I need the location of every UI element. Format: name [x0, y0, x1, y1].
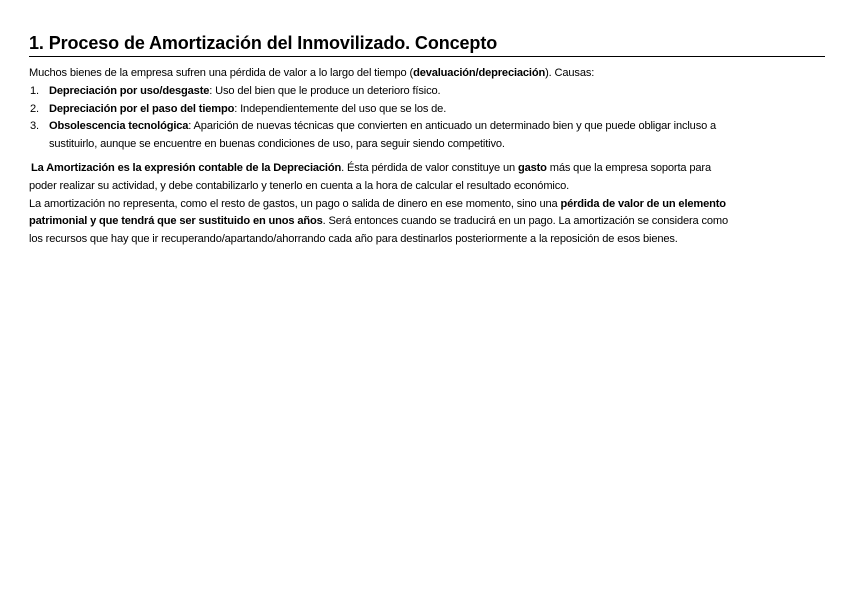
- list-item-term: Obsolescencia tecnológica: [49, 120, 189, 133]
- paragraph-2-line-1: [29, 196, 825, 214]
- intro-line: [29, 65, 825, 83]
- document-body: [29, 65, 825, 249]
- intro-term-depreciacion: depreciación: [478, 67, 546, 79]
- paragraph-2-bold-cont: patrimonial y que tendrá que ser sustituido en unos años: [29, 215, 323, 228]
- paragraph-2-line-2: [29, 213, 825, 231]
- paragraph-1-line-2: poder realizar su actividad, y debe contabilizarlo y tenerlo en cuenta a la hora de calcular el resultado económico.: [29, 179, 570, 192]
- list-item-continuation: sustituirlo, aunque se encuentre en buenas condiciones de uso, para seguir siendo competitivo.: [49, 138, 505, 151]
- list-item-number: 2.: [30, 102, 39, 115]
- intro-text: Muchos bienes de la empresa sufren una pérdida de valor a lo largo del tiempo (: [29, 67, 414, 79]
- list-item-term: Depreciación por uso/desgaste: [49, 84, 210, 97]
- paragraph-1-line-1: [29, 160, 825, 178]
- paragraph-2-text-cont: . Será entonces cuando se traducirá en un pago. La amortización se considera como: [322, 215, 729, 228]
- paragraph-2-text: La amortización no representa, como el resto de gastos, un pago o salida de dinero en ese momento, sino una: [29, 197, 561, 210]
- list-item: [29, 101, 825, 119]
- list-item-text: : Independientemente del uso que se los de.: [234, 102, 447, 115]
- paragraph-2-bold: pérdida de valor de un elemento: [560, 197, 726, 210]
- amortizacion-definition: La Amortización es la expresión contable de la Depreciación: [31, 161, 342, 174]
- list-item-number: 1.: [30, 84, 39, 97]
- list-item: [29, 83, 825, 101]
- list-item-text: : Aparición de nuevas técnicas que convierten en anticuado un determinado bien y que puede obligar incluso a: [188, 120, 717, 133]
- paragraph-1-text: . Ésta pérdida de valor constituye un: [341, 161, 518, 174]
- list-item-number: 3.: [30, 120, 39, 133]
- list-item-term: Depreciación por el paso del tiempo: [49, 102, 235, 115]
- intro-slash: /: [475, 67, 479, 79]
- gasto-term: gasto: [517, 161, 547, 174]
- list-item: [29, 118, 825, 136]
- intro-term-devaluacion: devaluación: [413, 67, 476, 79]
- list-item-text: : Uso del bien que le produce un deterioro físico.: [209, 84, 441, 97]
- paragraph-1-text-end: más que la empresa soporta para: [546, 161, 711, 174]
- paragraph-2-line-3: los recursos que hay que ir recuperando/apartando/ahorrando cada año para destinarlos posteriormente a la reposición de esos bienes.: [29, 233, 678, 246]
- intro-text-end: ). Causas:: [545, 67, 595, 79]
- page-title: 1. Proceso de Amortización del Inmovilizado. Concepto: [29, 31, 825, 57]
